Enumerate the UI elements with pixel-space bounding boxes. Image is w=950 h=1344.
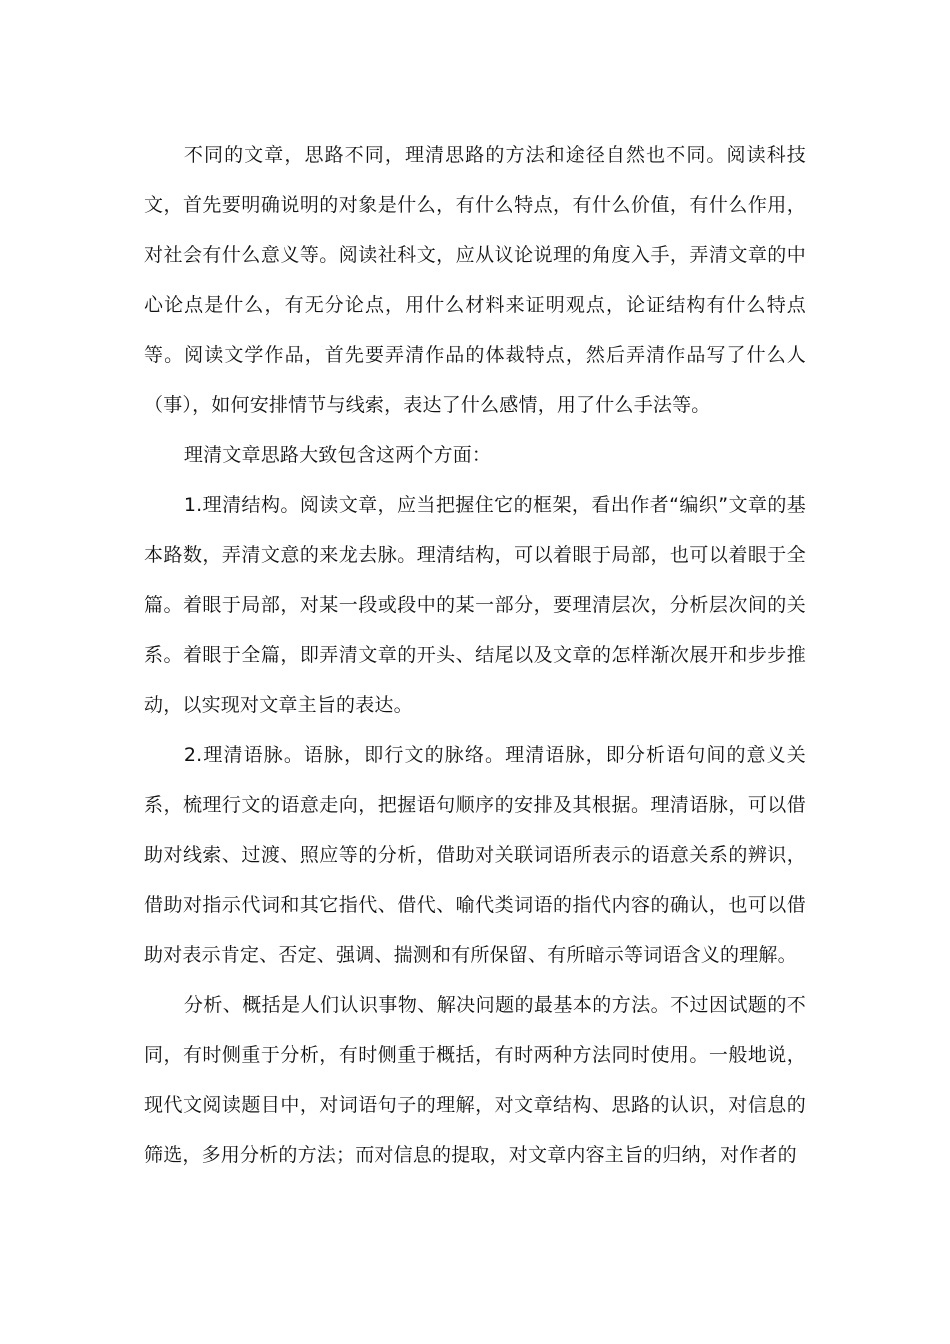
paragraph-language-flow: 2.理清语脉。语脉，即行文的脉络。理清语脉，即分析语句间的意义关系，梳理行文的语意走向，把握语句顺序的安排及其根据。理清语脉，可以借助对线索、过渡、照应等的分析，借助对关联词语所表示的语意关系的辨识，借助对指示代词和其它指代、借代、喻代类词语的指代内容的确认，也可以借助对表示肯定、否定、强调、揣测和有所保留、有所暗示等词语含义的理解。 <box>144 744 806 966</box>
paragraph-analysis-summary: 分析、概括是人们认识事物、解决问题的最基本的方法。不过因试题的不同，有时侧重于分析，有时侧重于概括，有时两种方法同时使用。一般地说，现代文阅读题目中，对词语句子的理解，对文章结构、思路的认识，对信息的筛选，多用分析的方法；而对信息的提取，对文章内容主旨的归纳，对作者的 <box>144 994 806 1166</box>
paragraph-reading-approach: 不同的文章，思路不同，理清思路的方法和途径自然也不同。阅读科技文，首先要明确说明的对象是什么，有什么特点，有什么价值，有什么作用，对社会有什么意义等。阅读社科文，应从议论说理的角度入手，弄清文章的中心论点是什么，有无分论点，用什么材料来证明观点，论证结构有什么特点等。阅读文学作品，首先要弄清作品的体裁特点，然后弄清作品写了什么人（事），如何安排情节与线索，表达了什么感情，用了什么手法等。 <box>144 144 806 416</box>
paragraph-two-aspects-intro: 理清文章思路大致包含这两个方面： <box>183 444 492 466</box>
document-body <box>144 130 806 1180</box>
paragraph-structure: 1.理清结构。阅读文章，应当把握住它的框架，看出作者“编织”文章的基本路数，弄清文意的来龙去脉。理清结构，可以着眼于局部，也可以着眼于全篇。着眼于局部，对某一段或段中的某一部分，要理清层次，分析层次间的关系。着眼于全篇，即弄清文章的开头、结尾以及文章的怎样渐次展开和步步推动，以实现对文章主旨的表达。 <box>144 494 806 716</box>
